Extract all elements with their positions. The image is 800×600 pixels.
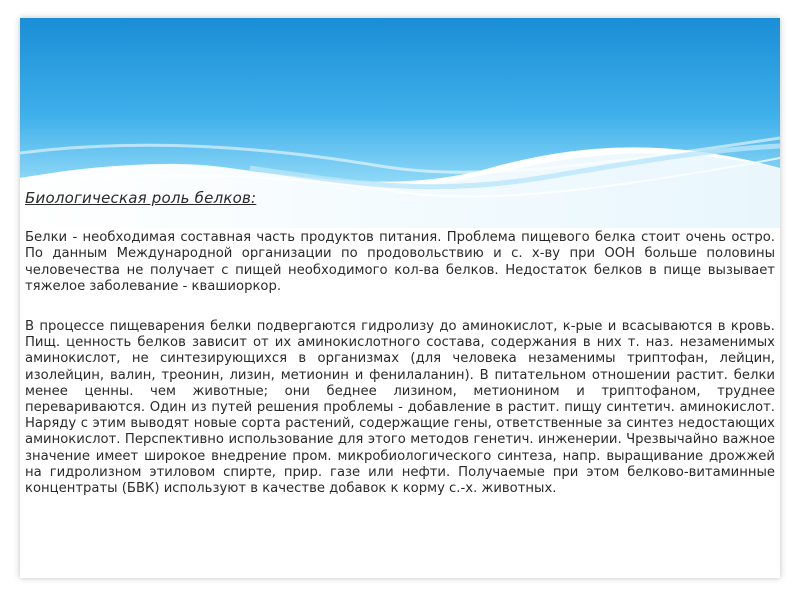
paragraph-protein-importance: Белки - необходимая составная часть продуктов питания. Проблема пищевого белка стоит очень остро. По данным Международной организации по продовольствию и с. х-ву при ООН больше половины человечества не получает с пищей необходимого кол-ва белков. Недостаток белков в пище вызывает тяжелое заболевание - квашиоркор. xyxy=(25,230,775,294)
slide xyxy=(20,18,780,578)
slide-heading: Биологическая роль белков: xyxy=(25,189,257,207)
paragraph-digestion: В процессе пищеварения белки подвергаются гидролизу до аминокислот, к-рые и всасываются в кровь. Пищ. ценность белков зависит от их аминокислотного состава, содержания в них т. наз. незаменимых аминокислот, не синтезирующихся в организмах (для человека незаменимы триптофан, лейцин, изолейцин, валин, треонин, лизин, метионин и фенилаланин). В питательном отношении растит. белки менее ценны. чем животные; они беднее лизином, метионином и триптофаном, труднее перевариваются. Один из путей решения проблемы - добавление в растит. пищу синтетич. аминокислот. Наряду с этим выводят новые сорта растений, содержащие гены, ответственные за синтез недостающих аминокислот. Перспективно использование для этого методов генетич. инженерии. Чрезвычайно важное значение имеет широкое внедрение пром. микробиологического синтеза, напр. выращивание дрожжей на гидролизном этиловом спирте, прир. газе или нефти. Получаемые при этом белково-витаминные концентраты (БВК) используют в качестве добавок к корму с.-х. животных. xyxy=(25,319,775,497)
slide-content xyxy=(25,190,775,521)
